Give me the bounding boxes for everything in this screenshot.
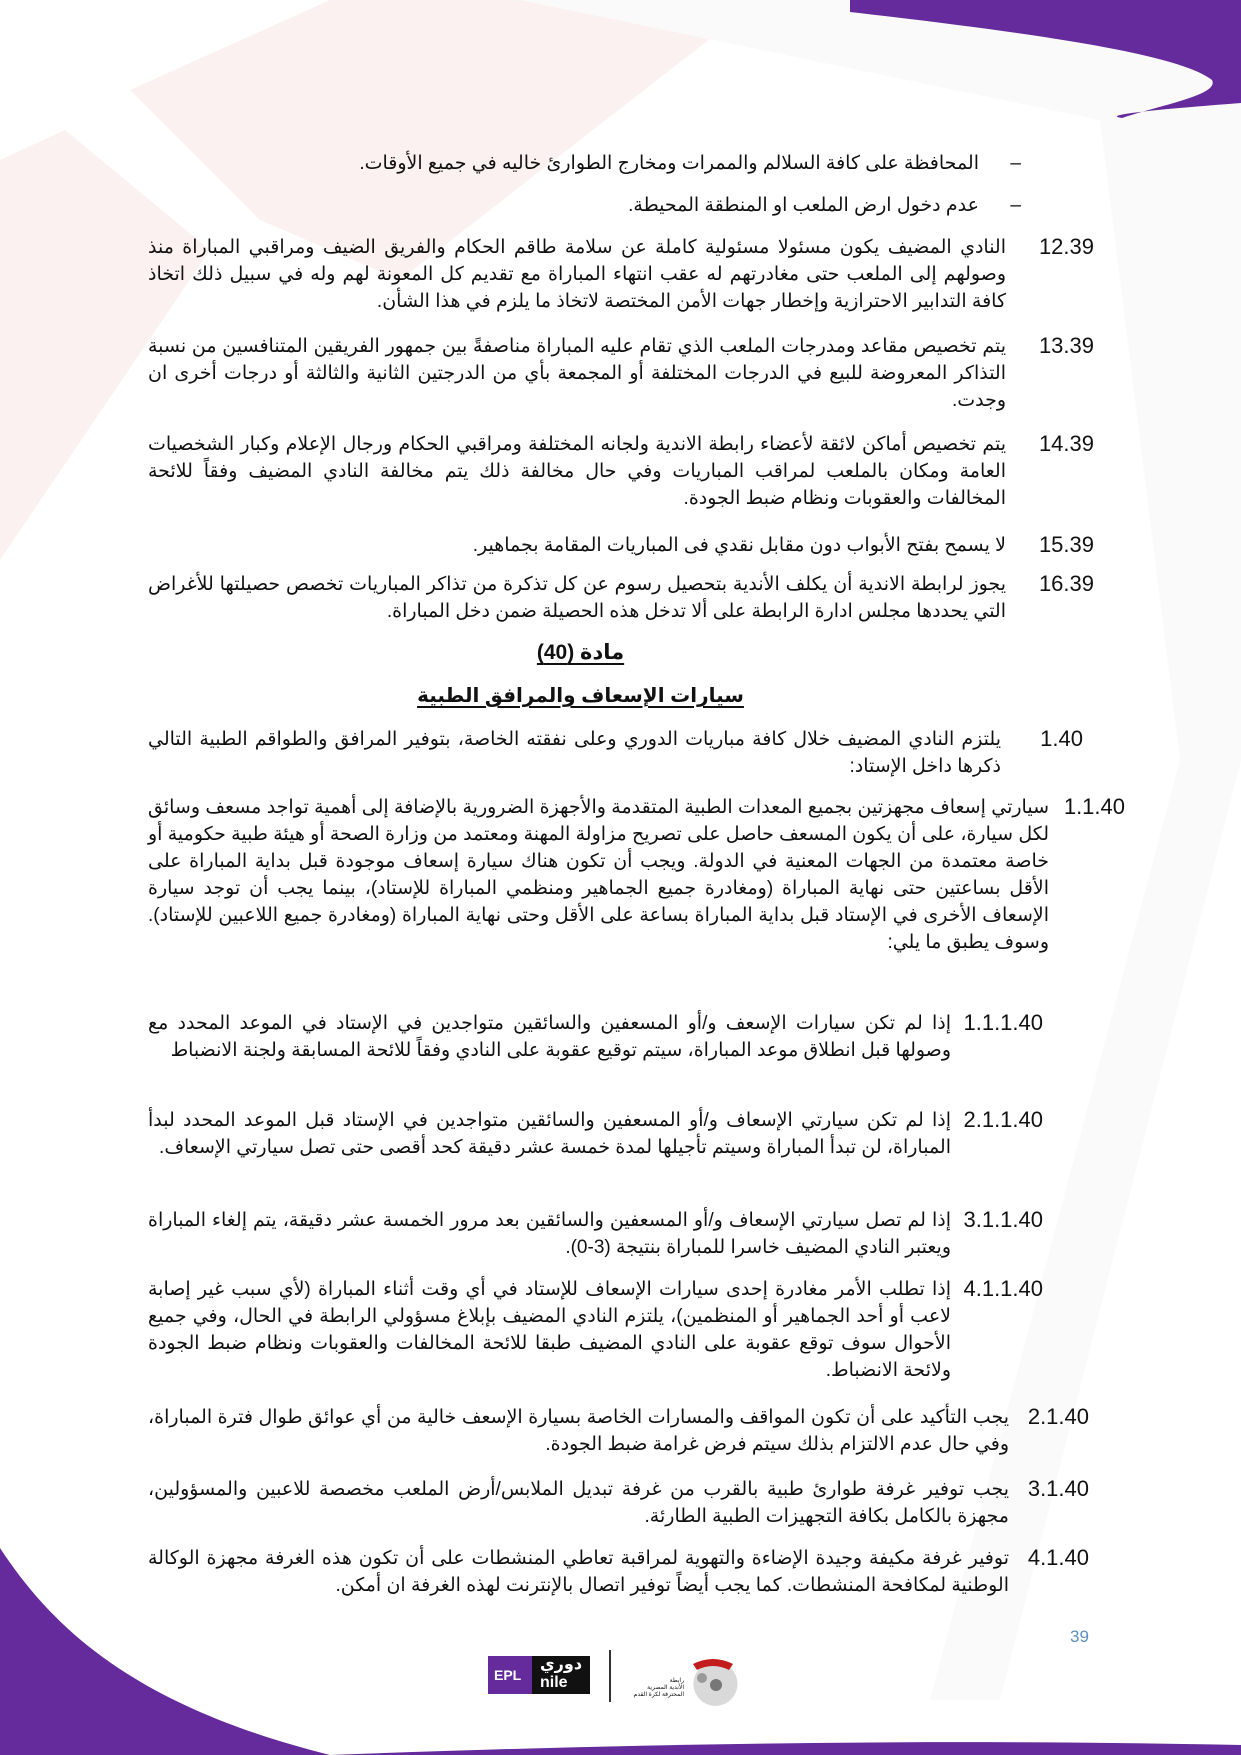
clause-text: يتم تخصيص أماكن لائقة لأعضاء رابطة الاندية ولجانه المختلفة ومراقبي الحكام ورجال الإعلام وكبار الشخصيات العامة ومكان بالملعب لمراقب المباريات وفي حال مخالفة ذلك يتم مخالفة النادي المضيف وفقاً للائحة المخالفات والعقوبات ونظام ضبط الجودة. <box>148 434 1006 509</box>
clause-number: 3.1.1.40 <box>963 1207 1043 1232</box>
clause-number: 2.1.40 <box>1027 1404 1089 1429</box>
bullet-text: عدم دخول ارض الملعب او المنطقة المحيطة. <box>628 195 979 216</box>
clause-number: 1.40 <box>1040 726 1083 751</box>
clause-text: يلتزم النادي المضيف خلال كافة مباريات الدوري وعلى نفقته الخاصة، بتوفير المرافق والطواقم الطبية التالي ذكرها داخل الإستاد: <box>148 729 1001 777</box>
clause-number: 14.39 <box>1038 431 1094 456</box>
clause-text: إذا لم تكن سيارات الإسعف و/أو المسعفين والسائقين متواجدين في الإستاد في الموعد المحدد مع وصولها قبل انطلاق موعد المباراة، سيتم توقيع عقوبة على النادي وفقاً للائحة المسابقة ولجنة الانضباط <box>148 1013 951 1061</box>
bullet-text: المحافظة على كافة السلالم والممرات ومخارج الطوارئ خاليه في جميع الأوقات. <box>359 153 979 174</box>
association-name <box>614 1678 684 1699</box>
clause-1-1-1-40 <box>148 1010 1043 1064</box>
clause-16-39 <box>148 571 1094 625</box>
epl-badge: EPL <box>494 1667 522 1683</box>
clause-number: 4.1.1.40 <box>963 1276 1043 1301</box>
clause-12-39 <box>148 234 1094 315</box>
clause-text: يجب التأكيد على أن تكون المواقف والمسارات الخاصة بسيارة الإسعف خالية من أي عوائق طوال فترة المباراة، وفي حال عدم الالتزام بذلك سيتم فرض غرامة ضبط الجودة. <box>148 1407 1009 1455</box>
clause-number: 12.39 <box>1038 234 1094 259</box>
association-line: الأندية المصرية <box>647 1685 684 1691</box>
clause-1-1-40 <box>147 794 1125 956</box>
league-logo-icon <box>488 1640 758 1710</box>
clause-text: توفير غرفة مكيفة وجيدة الإضاءة والتهوية لمراقبة تعاطي المنشطات على أن تكون هذه الغرفة مجهزة الوكالة الوطنية لمكافحة المنشطات. كما يجب أيضاً توفير اتصال بالإنترنت لهذه الغرفة ان أمكن. <box>148 1548 1009 1596</box>
clause-3-1-40 <box>148 1476 1089 1530</box>
association-line: المحترفة لكرة القدم <box>633 1692 684 1698</box>
clause-number: 1.1.40 <box>1063 794 1125 819</box>
league-name-latin: nile <box>540 1674 568 1691</box>
clause-15-39 <box>148 532 1094 559</box>
clause-text: إذا لم تصل سيارتي الإسعاف و/أو المسعفين والسائقين بعد مرور الخمسة عشر دقيقة، يتم إلغاء المباراة ويعتبر النادي المضيف خاسرا للمباراة بنتيجة (3-0). <box>148 1210 951 1258</box>
clause-1-40 <box>148 726 1083 780</box>
clause-text: سيارتي إسعاف مجهزتين بجميع المعدات الطبية المتقدمة والأجهزة الضرورية بالإضافة إلى أهمية تواجد مسعف وسائق لكل سيارة، على أن يكون المسعف حاصل على تصريح مزاولة المهنة ومعتمد من وزارة الصحة أو هيئة طبية حكومية أو خاصة معتمدة من الجهات المعنية في الدولة. ويجب أن تكون هناك سيارة إسعاف موجودة قبل بداية المباراة على الأقل بساعتين حتى نهاية المباراة (ومغادرة جميع الجماهير ومنظمي المباراة للإستاد)، بينما يجب أن توجد سيارة الإسعاف الأخرى في الإستاد قبل بداية المباراة بساعة على الأقل وحتى نهاية المباراة (ومغادرة جميع اللاعبين للإستاد). وسوف يطبق ما يلي: <box>147 797 1049 953</box>
clause-13-39 <box>148 333 1094 414</box>
clause-number: 16.39 <box>1038 571 1094 596</box>
footer-logos <box>488 1640 758 1710</box>
clause-number: 15.39 <box>1038 532 1094 557</box>
clause-text: يجوز لرابطة الاندية أن يكلف الأندية بتحصيل رسوم عن كل تذكرة من تذاكر المباريات تخصص حصيلتها للأغراض التي يحددها مجلس ادارة الرابطة على ألا تدخل هذه الحصيلة ضمن دخل المباراة. <box>148 574 1006 622</box>
clause-number: 3.1.40 <box>1027 1476 1089 1501</box>
clause-text: يتم تخصيص مقاعد ومدرجات الملعب الذي تقام عليه المباراة مناصفةً بين جمهور الفريقين المتنافسين من نسبة التذاكر المعروضة للبيع في الدرجات المختلفة أو المجمعة بأي من الدرجتين الثانية والثالثة أو درجات أخرى ان وجدت. <box>148 336 1006 411</box>
clause-number: 1.1.1.40 <box>963 1010 1043 1035</box>
clause-text: إذا تطلب الأمر مغادرة إحدى سيارات الإسعاف للإستاد في أي وقت أثناء المباراة (لأي سبب غير إصابة لاعب أو أحد الجماهير أو المنظمين)، يلتزم النادي المضيف بإبلاغ مسؤولي الرابطة في الحال، وفي جميع الأحوال سوف توقع عقوبة على النادي المضيف طبقا للائحة المخالفات والعقوبات ونظام ضبط الجودة ولائحة الانضباط. <box>148 1279 951 1381</box>
clause-14-39 <box>148 431 1094 512</box>
bullet-marker: – <box>1010 195 1021 216</box>
bullet-marker: – <box>1010 153 1021 174</box>
clause-text: يجب توفير غرفة طوارئ طبية بالقرب من غرفة تبديل الملابس/أرض الملعب مخصصة للاعبين والمسؤولين، مجهزة بالكامل بكافة التجهيزات الطبية الطارئة. <box>148 1479 1009 1527</box>
clause-3-1-1-40 <box>148 1207 1043 1261</box>
clause-4-1-1-40 <box>148 1276 1043 1384</box>
article-subtitle: سيارات الإسعاف والمرافق الطبية <box>417 685 744 707</box>
clause-text: النادي المضيف يكون مسئولا مسئولية كاملة عن سلامة طاقم الحكام والفريق الضيف ومراقبي المباراة منذ وصولهم إلى الملعب حتى مغادرتهم له عقب انتهاء المباراة مع تقديم كل المعونة لهم وله في سبيل ذلك اتخاذ كافة التدابير الاحترازية وإخطار جهات الأمن المختصة لاتخاذ ما يلزم في هذا الشأن. <box>148 237 1006 312</box>
clause-4-1-40 <box>148 1545 1089 1599</box>
article-title: مادة (40) <box>536 641 625 664</box>
bullet-item <box>179 192 1021 220</box>
clause-2-1-1-40 <box>148 1107 1043 1161</box>
clause-number: 13.39 <box>1038 333 1094 358</box>
clause-text: إذا لم تكن سيارتي الإسعاف و/أو المسعفين والسائقين متواجدين في الإستاد قبل الموعد المحدد لبدأ المباراة، لن تبدأ المباراة وسيتم تأجيلها لمدة خمسة عشر دقيقة كحد أقصى حتى تصل سيارتي الإسعاف. <box>148 1110 951 1158</box>
clause-text: لا يسمح بفتح الأبواب دون مقابل نقدي فى المباريات المقامة بجماهير. <box>472 535 1006 556</box>
clause-2-1-40 <box>148 1404 1089 1458</box>
league-name-arabic: دوري <box>540 1656 583 1673</box>
association-line: رابطة <box>669 1678 684 1684</box>
page-number: 39 <box>1070 1627 1089 1646</box>
clause-number: 2.1.1.40 <box>963 1107 1043 1132</box>
bullet-item <box>179 150 1021 178</box>
clause-number: 4.1.40 <box>1027 1545 1089 1570</box>
